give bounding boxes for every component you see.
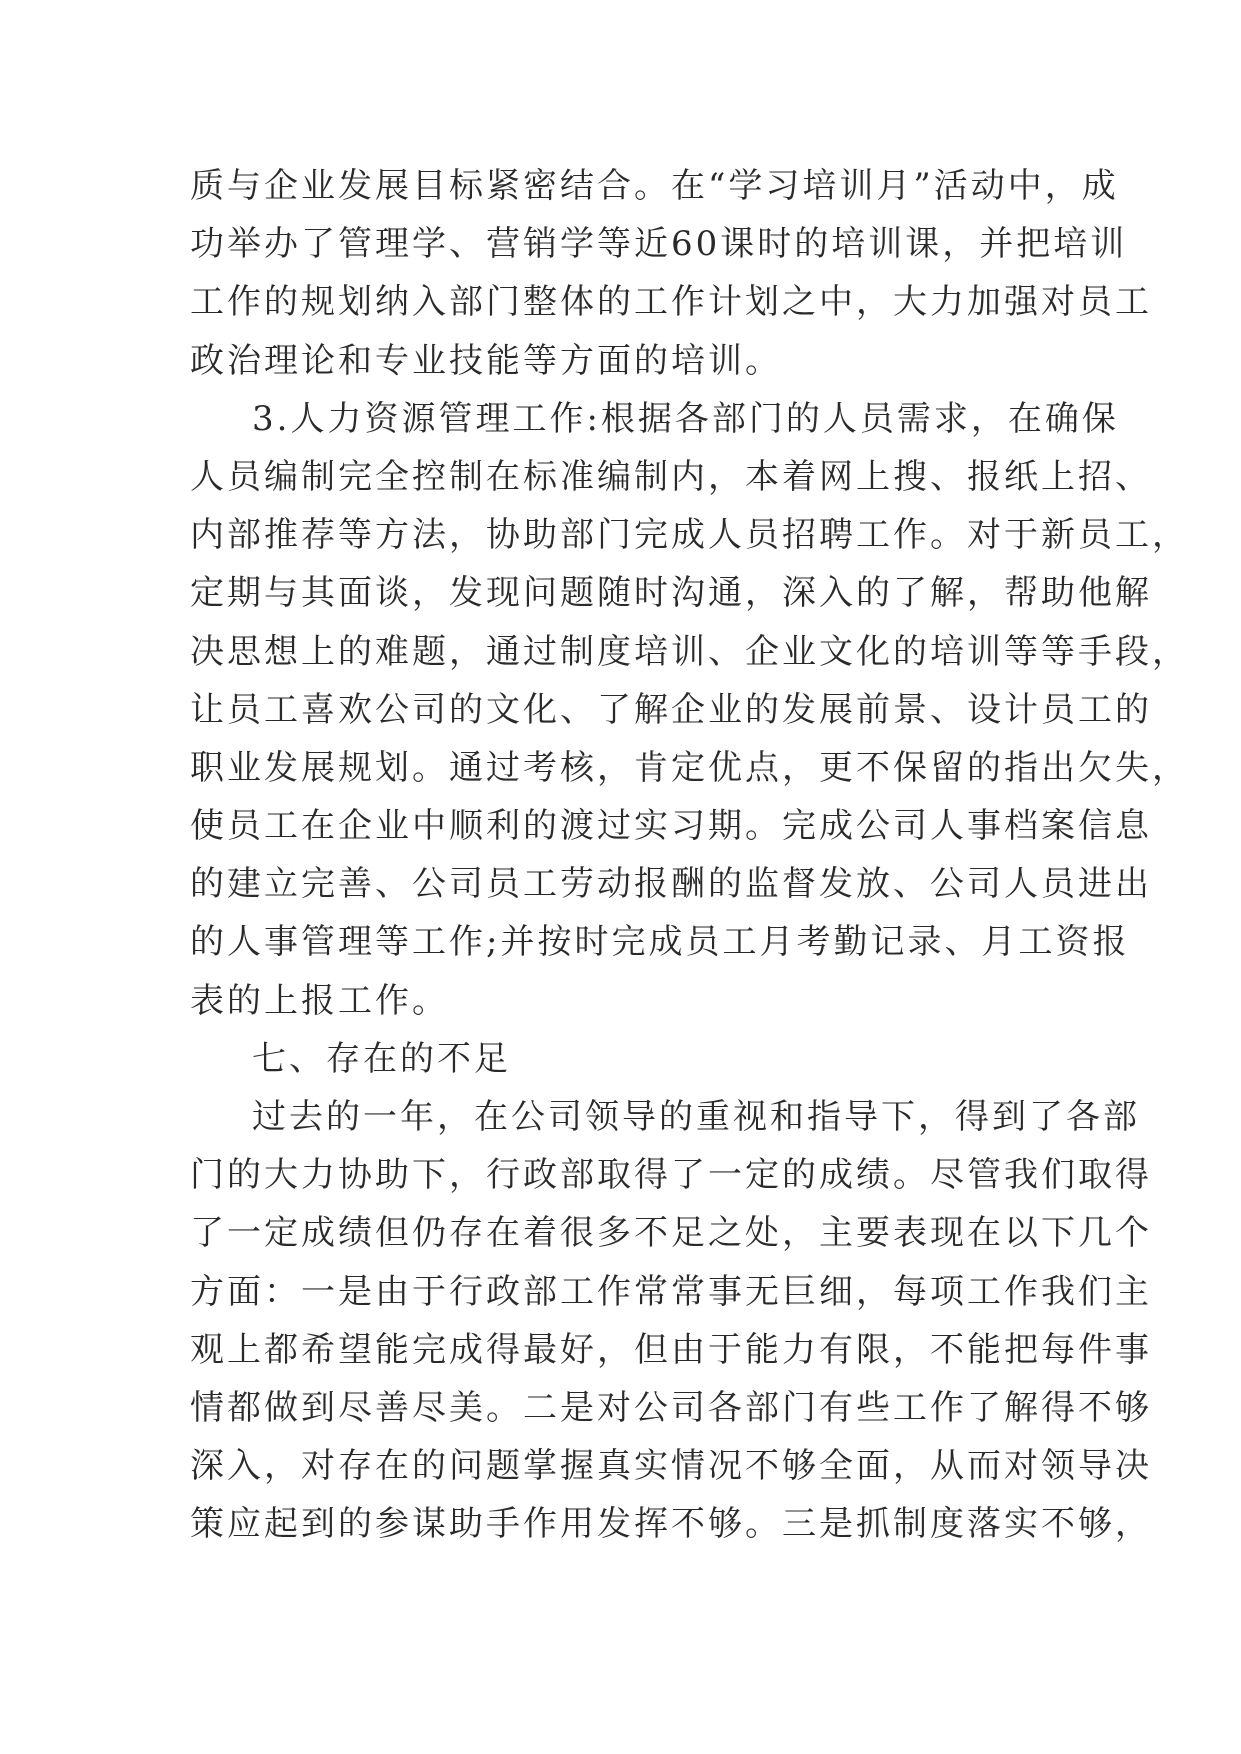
section-heading: 七、存在的不足	[252, 1038, 511, 1079]
text-line: 了一定成绩但仍存在着很多不足之处，主要表现在以下几个	[190, 1213, 1152, 1254]
text-line: 使员工在企业中顺利的渡过实习期。完成公司人事档案信息	[190, 806, 1152, 847]
text-line: 质与企业发展目标紧密结合。在“学习培训月”活动中，成	[190, 166, 1119, 206]
text-line: 深入，对存在的问题掌握真实情况不够全面，从而对领导决	[190, 1446, 1152, 1487]
text-line: 工作的规划纳入部门整体的工作计划之中，大力加强对员工	[190, 282, 1152, 323]
text-line: 职业发展规划。通过考核，肯定优点，更不保留的指出欠失，	[190, 747, 1189, 788]
text-line: 的人事管理等工作;并按时完成员工月考勤记录、月工资报	[190, 922, 1130, 963]
text-line: 政治理论和专业技能等方面的培训。	[190, 340, 782, 381]
text-line: 定期与其面谈，发现问题随时沟通，深入的了解，帮助他解	[190, 573, 1152, 614]
text-line: 的建立完善、公司员工劳动报酬的监督发放、公司人员进出	[190, 864, 1152, 905]
text-line: 门的大力协助下，行政部取得了一定的成绩。尽管我们取得	[190, 1155, 1152, 1196]
text-line: 功举办了管理学、营销学等近60课时的培训课，并把培训	[190, 224, 1128, 265]
text-line: 人员编制完全控制在标准编制内，本着网上搜、报纸上招、	[190, 456, 1152, 497]
text-line: 3.人力资源管理工作:根据各部门的人员需求，在确保	[252, 398, 1119, 439]
document-body	[190, 157, 1189, 1554]
text-line: 内部推荐等方法，协助部门完成人员招聘工作。对于新员工，	[190, 515, 1189, 556]
text-line: 让员工喜欢公司的文化、了解企业的发展前景、设计员工的	[190, 689, 1152, 730]
text-line: 策应起到的参谋助手作用发挥不够。三是抓制度落实不够，	[190, 1504, 1152, 1545]
text-line: 情都做到尽善尽美。二是对公司各部门有些工作了解得不够	[190, 1387, 1152, 1428]
text-line: 方面：一是由于行政部工作常常事无巨细，每项工作我们主	[190, 1271, 1152, 1312]
text-line: 决思想上的难题，通过制度培训、企业文化的培训等等手段，	[190, 631, 1189, 672]
text-line: 过去的一年，在公司领导的重视和指导下，得到了各部	[252, 1097, 1140, 1137]
text-line: 观上都希望能完成得最好，但由于能力有限，不能把每件事	[190, 1329, 1152, 1370]
text-line: 表的上报工作。	[190, 980, 449, 1021]
